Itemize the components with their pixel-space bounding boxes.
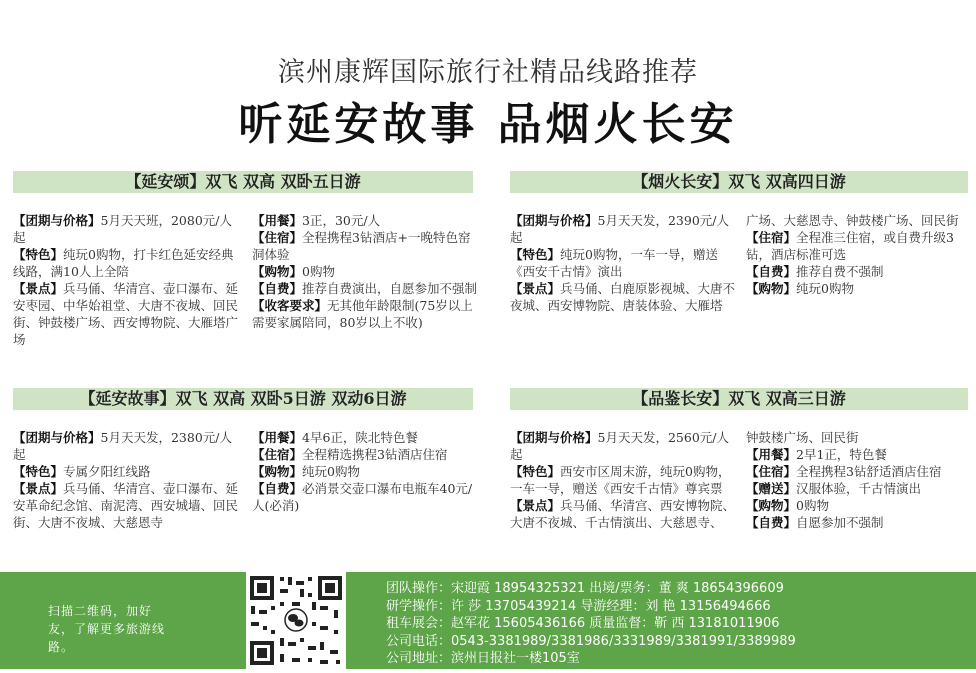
detail-text: 广场、大慈恩寺、钟鼓楼广场、回民街: [746, 213, 959, 228]
route-detail-item: [252, 429, 480, 446]
detail-text: 2早1正，特色餐: [796, 447, 887, 462]
contact-line: 租车展会：赵军花 15605436166 质量监督：靳 西 13181011906: [386, 616, 780, 631]
route-detail-item: [746, 263, 968, 280]
route-detail-item: [746, 480, 968, 497]
detail-label: 【团期与价格】: [13, 213, 101, 228]
detail-text: 全程精选携程3钻酒店住宿: [302, 447, 448, 462]
detail-label: 【用餐】: [252, 430, 303, 445]
detail-label: 【购物】: [252, 464, 303, 479]
detail-text: 兵马俑、华清宫、壶口瀑布、延安枣园、中华始祖堂、大唐不夜城、回民街、钟鼓楼广场、西安博物院、大雁塔广场: [13, 281, 239, 347]
route-detail-item: [746, 497, 968, 514]
detail-text: 兵马俑、华清宫、壶口瀑布、延安革命纪念馆、南泥湾、西安城墙、回民街、大唐不夜城、大慈恩寺: [13, 481, 239, 530]
detail-text: 纯玩0购物: [796, 281, 854, 296]
route-detail-item: [252, 480, 480, 514]
route-detail-item: [510, 212, 738, 246]
contact-line: 公司电话：0543-3381989/3381986/3331989/3381991/3389989: [386, 633, 796, 649]
route-detail-item: [252, 229, 480, 263]
detail-label: 【特色】: [13, 247, 64, 262]
detail-label: 【收客要求】: [252, 298, 328, 313]
detail-text: 5月天天班，2080元/人起: [13, 213, 232, 245]
detail-label: 【购物】: [746, 498, 797, 513]
detail-text: 专属夕阳红线路: [63, 464, 151, 479]
detail-text: 0购物: [796, 498, 829, 513]
route-detail-item: [510, 280, 738, 314]
detail-label: 【团期与价格】: [13, 430, 101, 445]
detail-label: 【景点】: [13, 481, 64, 496]
route-detail-item: [746, 446, 968, 463]
detail-label: 【景点】: [510, 281, 561, 296]
detail-text: 5月天天发，2390元/人起: [510, 213, 729, 245]
route2-left-col: [510, 212, 738, 314]
route-detail-item: [510, 429, 738, 463]
header-title: 听延安故事 品烟火长安: [238, 99, 738, 150]
route-title-yanan-gushi: 【延安故事】双飞 双高 双卧5日游 双动6日游: [13, 388, 473, 410]
header-subtitle: 滨州康辉国际旅行社精品线路推荐: [278, 57, 698, 88]
detail-label: 【购物】: [746, 281, 797, 296]
detail-text: 推荐自费演出，自愿参加不强制: [302, 281, 478, 296]
route-detail-item: [252, 280, 480, 297]
route-detail-item: [746, 429, 968, 446]
detail-label: 【特色】: [13, 464, 64, 479]
detail-text: 纯玩0购物: [302, 464, 360, 479]
route-detail-item: [510, 463, 738, 497]
route-detail-item: [252, 463, 480, 480]
route1-left-col: [13, 212, 241, 348]
route-detail-item: [510, 497, 738, 531]
route-detail-item: [252, 297, 480, 331]
detail-label: 【自费】: [252, 481, 303, 496]
detail-text: 汉服体验，千古情演出: [796, 481, 922, 496]
detail-text: 西安市区周末游，纯玩0购物，一车一导，赠送《西安千古情》尊宾票: [510, 464, 731, 496]
detail-label: 【赠送】: [746, 481, 797, 496]
detail-label: 【团期与价格】: [510, 213, 598, 228]
detail-label: 【自费】: [746, 264, 797, 279]
detail-text: 纯玩0购物，打卡红色延安经典线路，满10人上全陪: [13, 247, 234, 279]
detail-text: 纯玩0购物，一车一导，赠送《西安千古情》演出: [510, 247, 718, 279]
detail-text: 兵马俑、华清宫、西安博物院、大唐不夜城、千古情演出、大慈恩寺、: [510, 498, 736, 530]
detail-label: 【用餐】: [252, 213, 303, 228]
detail-label: 【景点】: [510, 498, 561, 513]
detail-text: 钟鼓楼广场、回民街: [746, 430, 859, 445]
detail-text: 必消景交壶口瀑布电瓶车40元/人(必消): [252, 481, 473, 513]
detail-label: 【自费】: [746, 515, 797, 530]
route-detail-item: [13, 212, 241, 246]
detail-text: 推荐自费不强制: [796, 264, 884, 279]
contact-footer: [0, 572, 976, 669]
route-detail-item: [13, 280, 241, 348]
detail-label: 【自费】: [252, 281, 303, 296]
detail-text: 自愿参加不强制: [796, 515, 884, 530]
wechat-qr-code[interactable]: [246, 572, 346, 669]
route-detail-item: [746, 514, 968, 531]
detail-text: 全程携程3钻酒店+一晚特色窑洞体验: [252, 230, 471, 262]
detail-text: 4早6正，陕北特色餐: [302, 430, 418, 445]
detail-text: 全程携程3钻舒适酒店住宿: [796, 464, 942, 479]
route4-left-col: [510, 429, 738, 531]
route-detail-item: [252, 263, 480, 280]
route-detail-item: [252, 212, 480, 229]
route-detail-item: [13, 480, 241, 531]
qr-code-icon: [246, 572, 346, 669]
detail-label: 【住宿】: [252, 447, 303, 462]
detail-text: 全程准三住宿，或自费升级3钻，酒店标准可选: [746, 230, 954, 262]
route3-left-col: [13, 429, 241, 531]
route-detail-item: [252, 446, 480, 463]
route-title-pinjian-changan: 【品鉴长安】双飞 双高三日游: [510, 388, 968, 410]
detail-label: 【景点】: [13, 281, 64, 296]
detail-text: 0购物: [302, 264, 335, 279]
detail-label: 【住宿】: [746, 464, 797, 479]
detail-label: 【团期与价格】: [510, 430, 598, 445]
detail-label: 【购物】: [252, 264, 303, 279]
route4-right-col: [746, 429, 968, 531]
route-detail-item: [746, 280, 968, 297]
route-detail-item: [746, 212, 968, 229]
detail-text: 兵马俑、白鹿原影视城、大唐不夜城、西安博物院、唐装体验、大雁塔: [510, 281, 736, 313]
route-detail-item: [746, 463, 968, 480]
detail-label: 【特色】: [510, 464, 561, 479]
route3-right-col: [252, 429, 480, 514]
detail-text: 5月天天发，2380元/人起: [13, 430, 232, 462]
detail-label: 【住宿】: [746, 230, 797, 245]
route-title-yanan-song: 【延安颂】双飞 双高 双卧五日游: [13, 171, 473, 193]
contact-line: 团队操作：宋迎霞 18954325321 出境/票务：董 爽 18654396609: [386, 581, 784, 596]
detail-label: 【住宿】: [252, 230, 303, 245]
route-detail-item: [13, 429, 241, 463]
route-detail-item: [13, 246, 241, 280]
contact-list: [386, 580, 796, 668]
route-title-yanhuo-changan: 【烟火长安】双飞 双高四日游: [510, 171, 968, 193]
detail-label: 【特色】: [510, 247, 561, 262]
contact-line: 公司地址：滨州日报社一楼105室: [386, 651, 580, 666]
route2-right-col: [746, 212, 968, 297]
route-detail-item: [746, 229, 968, 263]
route1-right-col: [252, 212, 480, 331]
route-detail-item: [510, 246, 738, 280]
contact-line: 研学操作：许 莎 13705439214 导游经理：刘 艳 13156494666: [386, 598, 771, 614]
route-detail-item: [13, 463, 241, 480]
scan-qr-prompt: 扫描二维码，加好友，了解更多旅游线路。: [48, 604, 166, 654]
detail-text: 无其他年龄限制(75岁以上需要家属陪同，80岁以上不收): [252, 298, 473, 330]
detail-text: 3正，30元/人: [302, 213, 381, 228]
detail-label: 【用餐】: [746, 447, 797, 462]
detail-text: 5月天天发，2560元/人起: [510, 430, 729, 462]
